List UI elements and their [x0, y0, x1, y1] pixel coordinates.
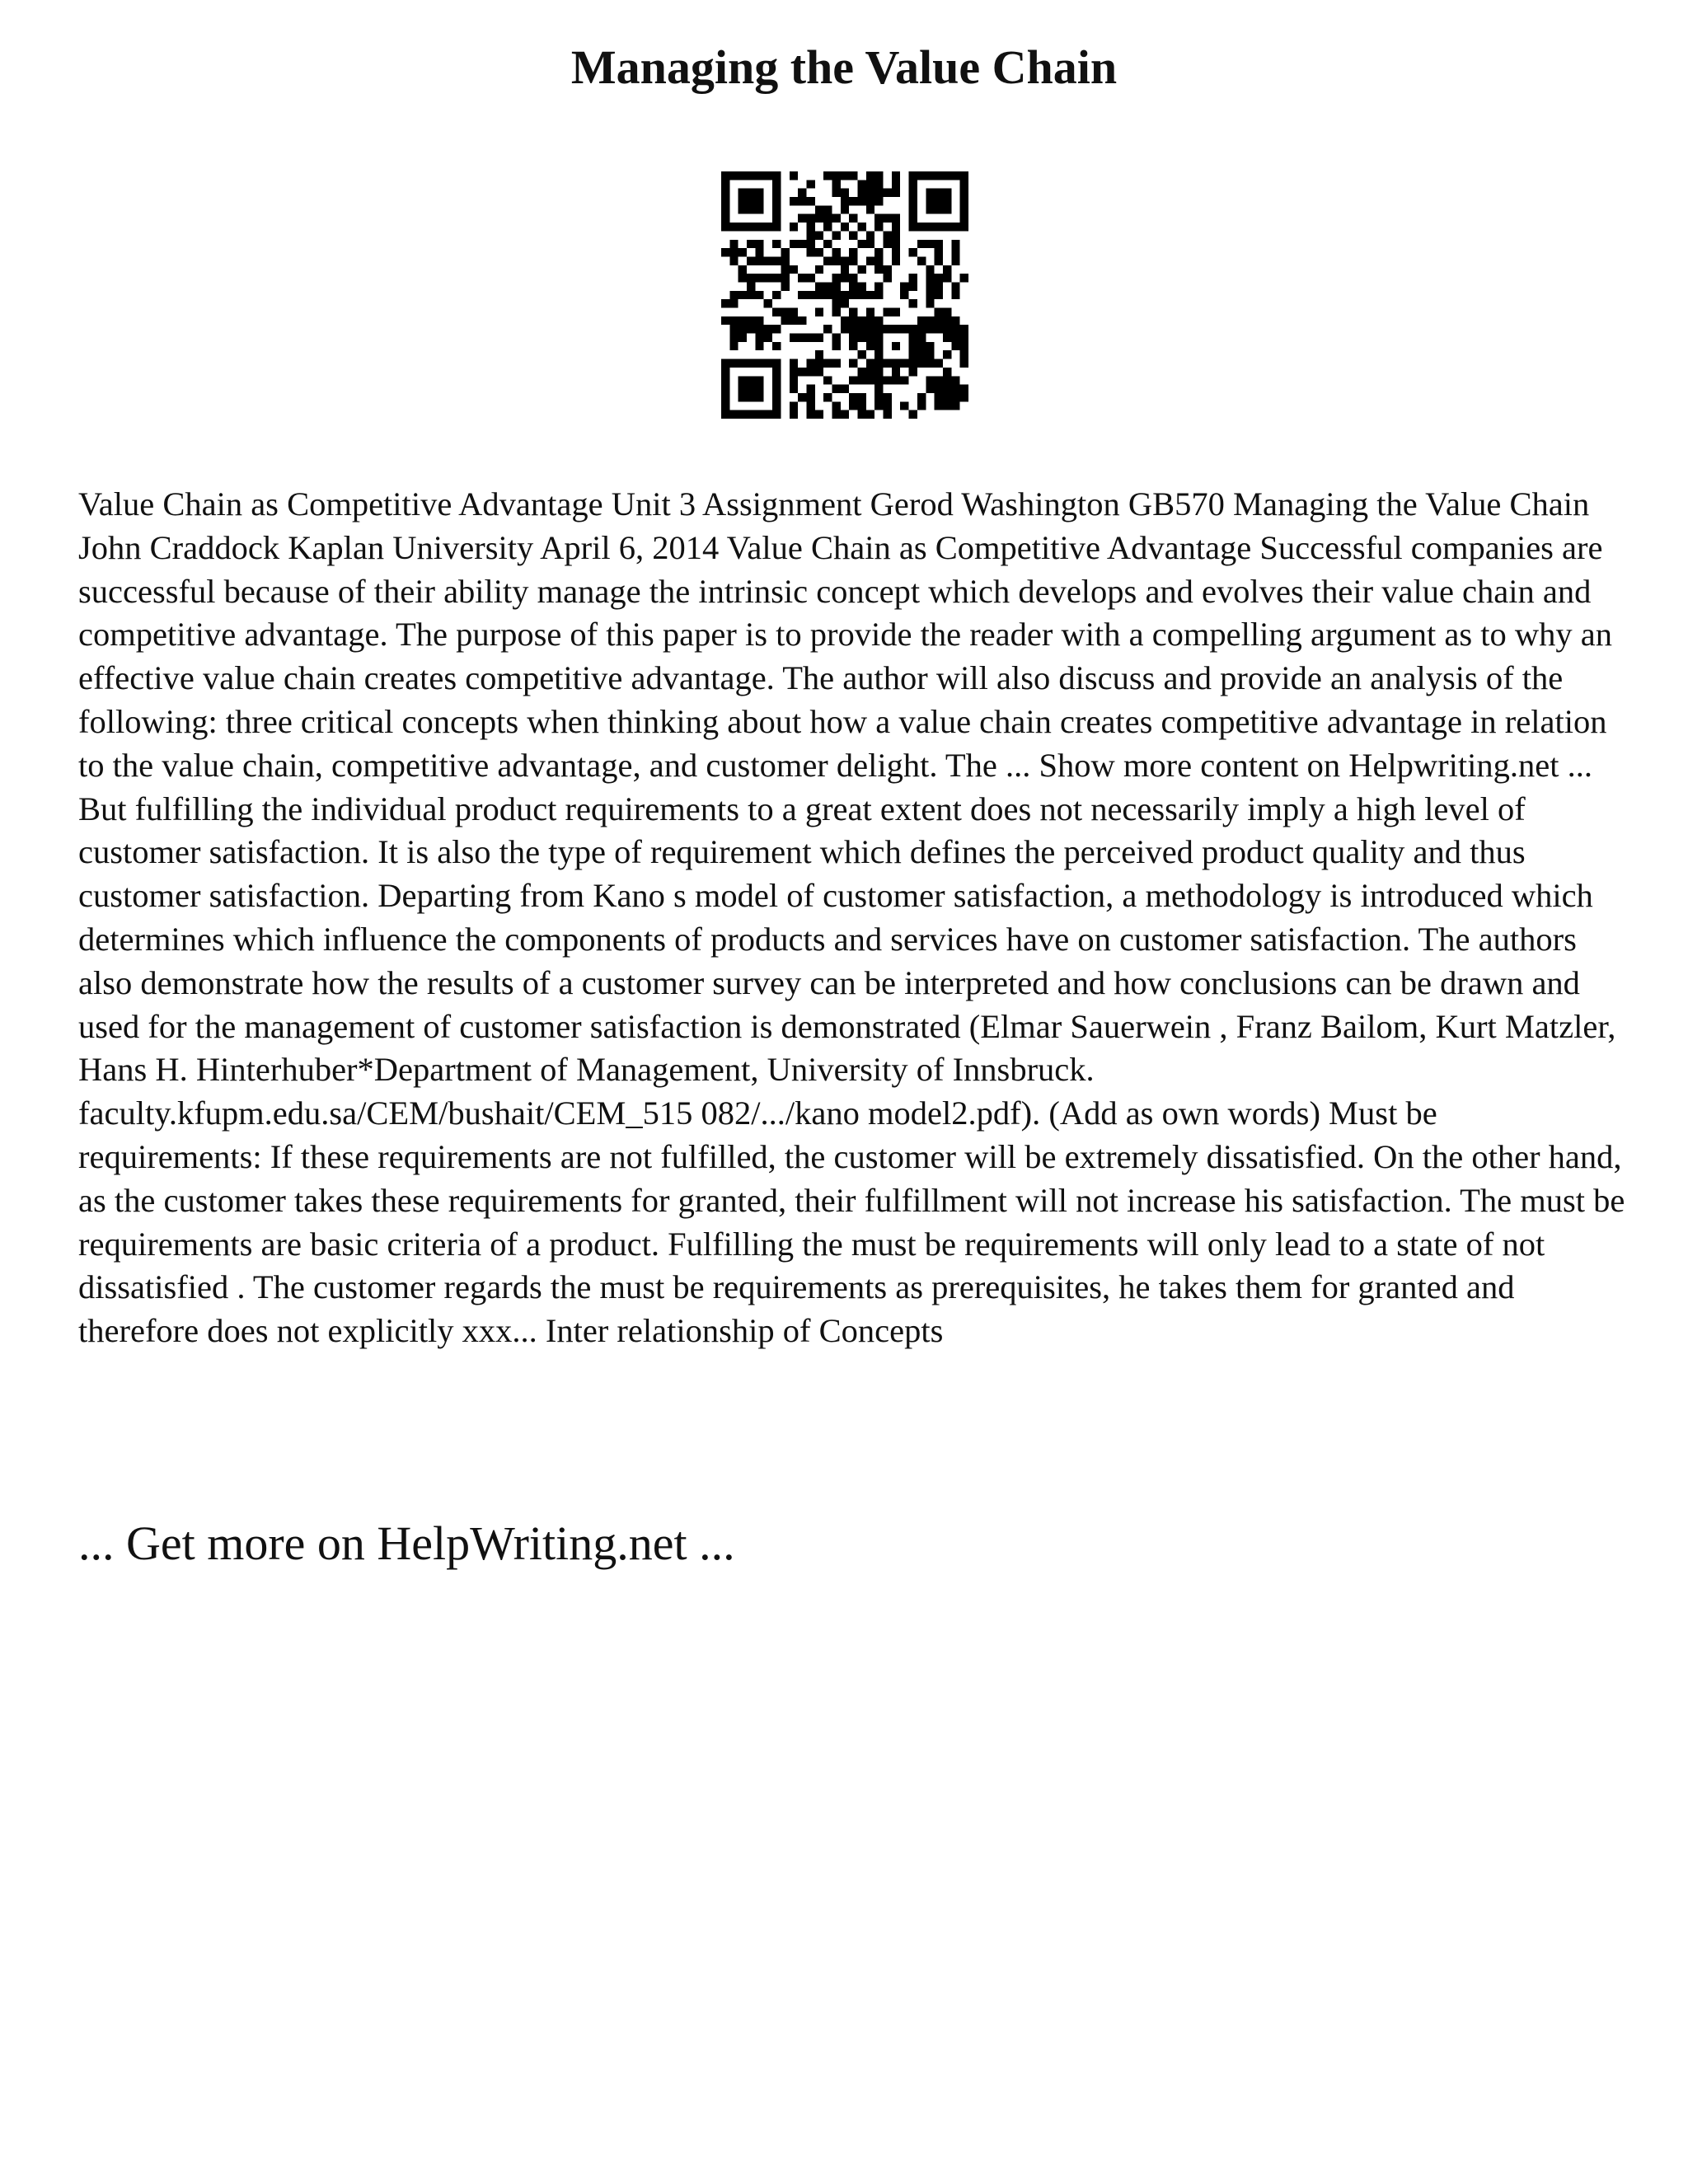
document-title: Managing the Value Chain [570, 40, 1118, 94]
document-body-text: Value Chain as Competitive Advantage Unit 3 Assignment Gerod Washington GB570 Managing the Value Chain John Craddock Kaplan University April 6, 2014 Value Chain as Competitive Advantage Successful companies are successful because of their ability manage the intrinsic concept which develops and evolves their value chain and competitive advantage. The purpose of this paper is to provide the reader with a compelling argument as to why an effective value chain creates competitive advantage. The author will also discuss and provide an analysis of the following: three critical concepts when thinking about how a value chain creates competitive advantage in relation to the value chain, competitive advantage, and customer delight. The ... Show more content on Helpwriting.net ... But fulfilling the individual product requirements to a great extent does not necessarily imply a high level of customer satisfaction. It is also the type of requirement which defines the perceived product quality and thus customer satisfaction. Departing from Kano s model of customer satisfaction, a methodology is introduced which determines which influence the components of products and services have on customer satisfaction. The authors also demonstrate how the results of a customer survey can be interpreted and how conclusions can be drawn and used for the management of customer satisfaction is demonstrated (Elmar Sauerwein , Franz Bailom, Kurt Matzler, Hans H. Hinterhuber*Department of Management, University of Innsbruck. faculty.kfupm.edu.sa/CEM/bushait/CEM_515 082/.../kano model2.pdf). (Add as own words) Must be requirements: If these requirements are not fulfilled, the customer will be extremely dissatisfied. On the other hand, as the customer takes these requirements for granted, their fulfillment will not increase his satisfaction. The must be requirements are basic criteria of a product. Fulfilling the must be requirements will only lead to a state of not dissatisfied . The customer regards the must be requirements as prerequisites, he takes them for granted and therefore does not explicitly xxx... Inter relationship of Concepts [78, 485, 1625, 1350]
get-more-link[interactable]: ... Get more on HelpWriting.net ... [78, 1516, 735, 1570]
qr-code-icon [721, 171, 968, 419]
